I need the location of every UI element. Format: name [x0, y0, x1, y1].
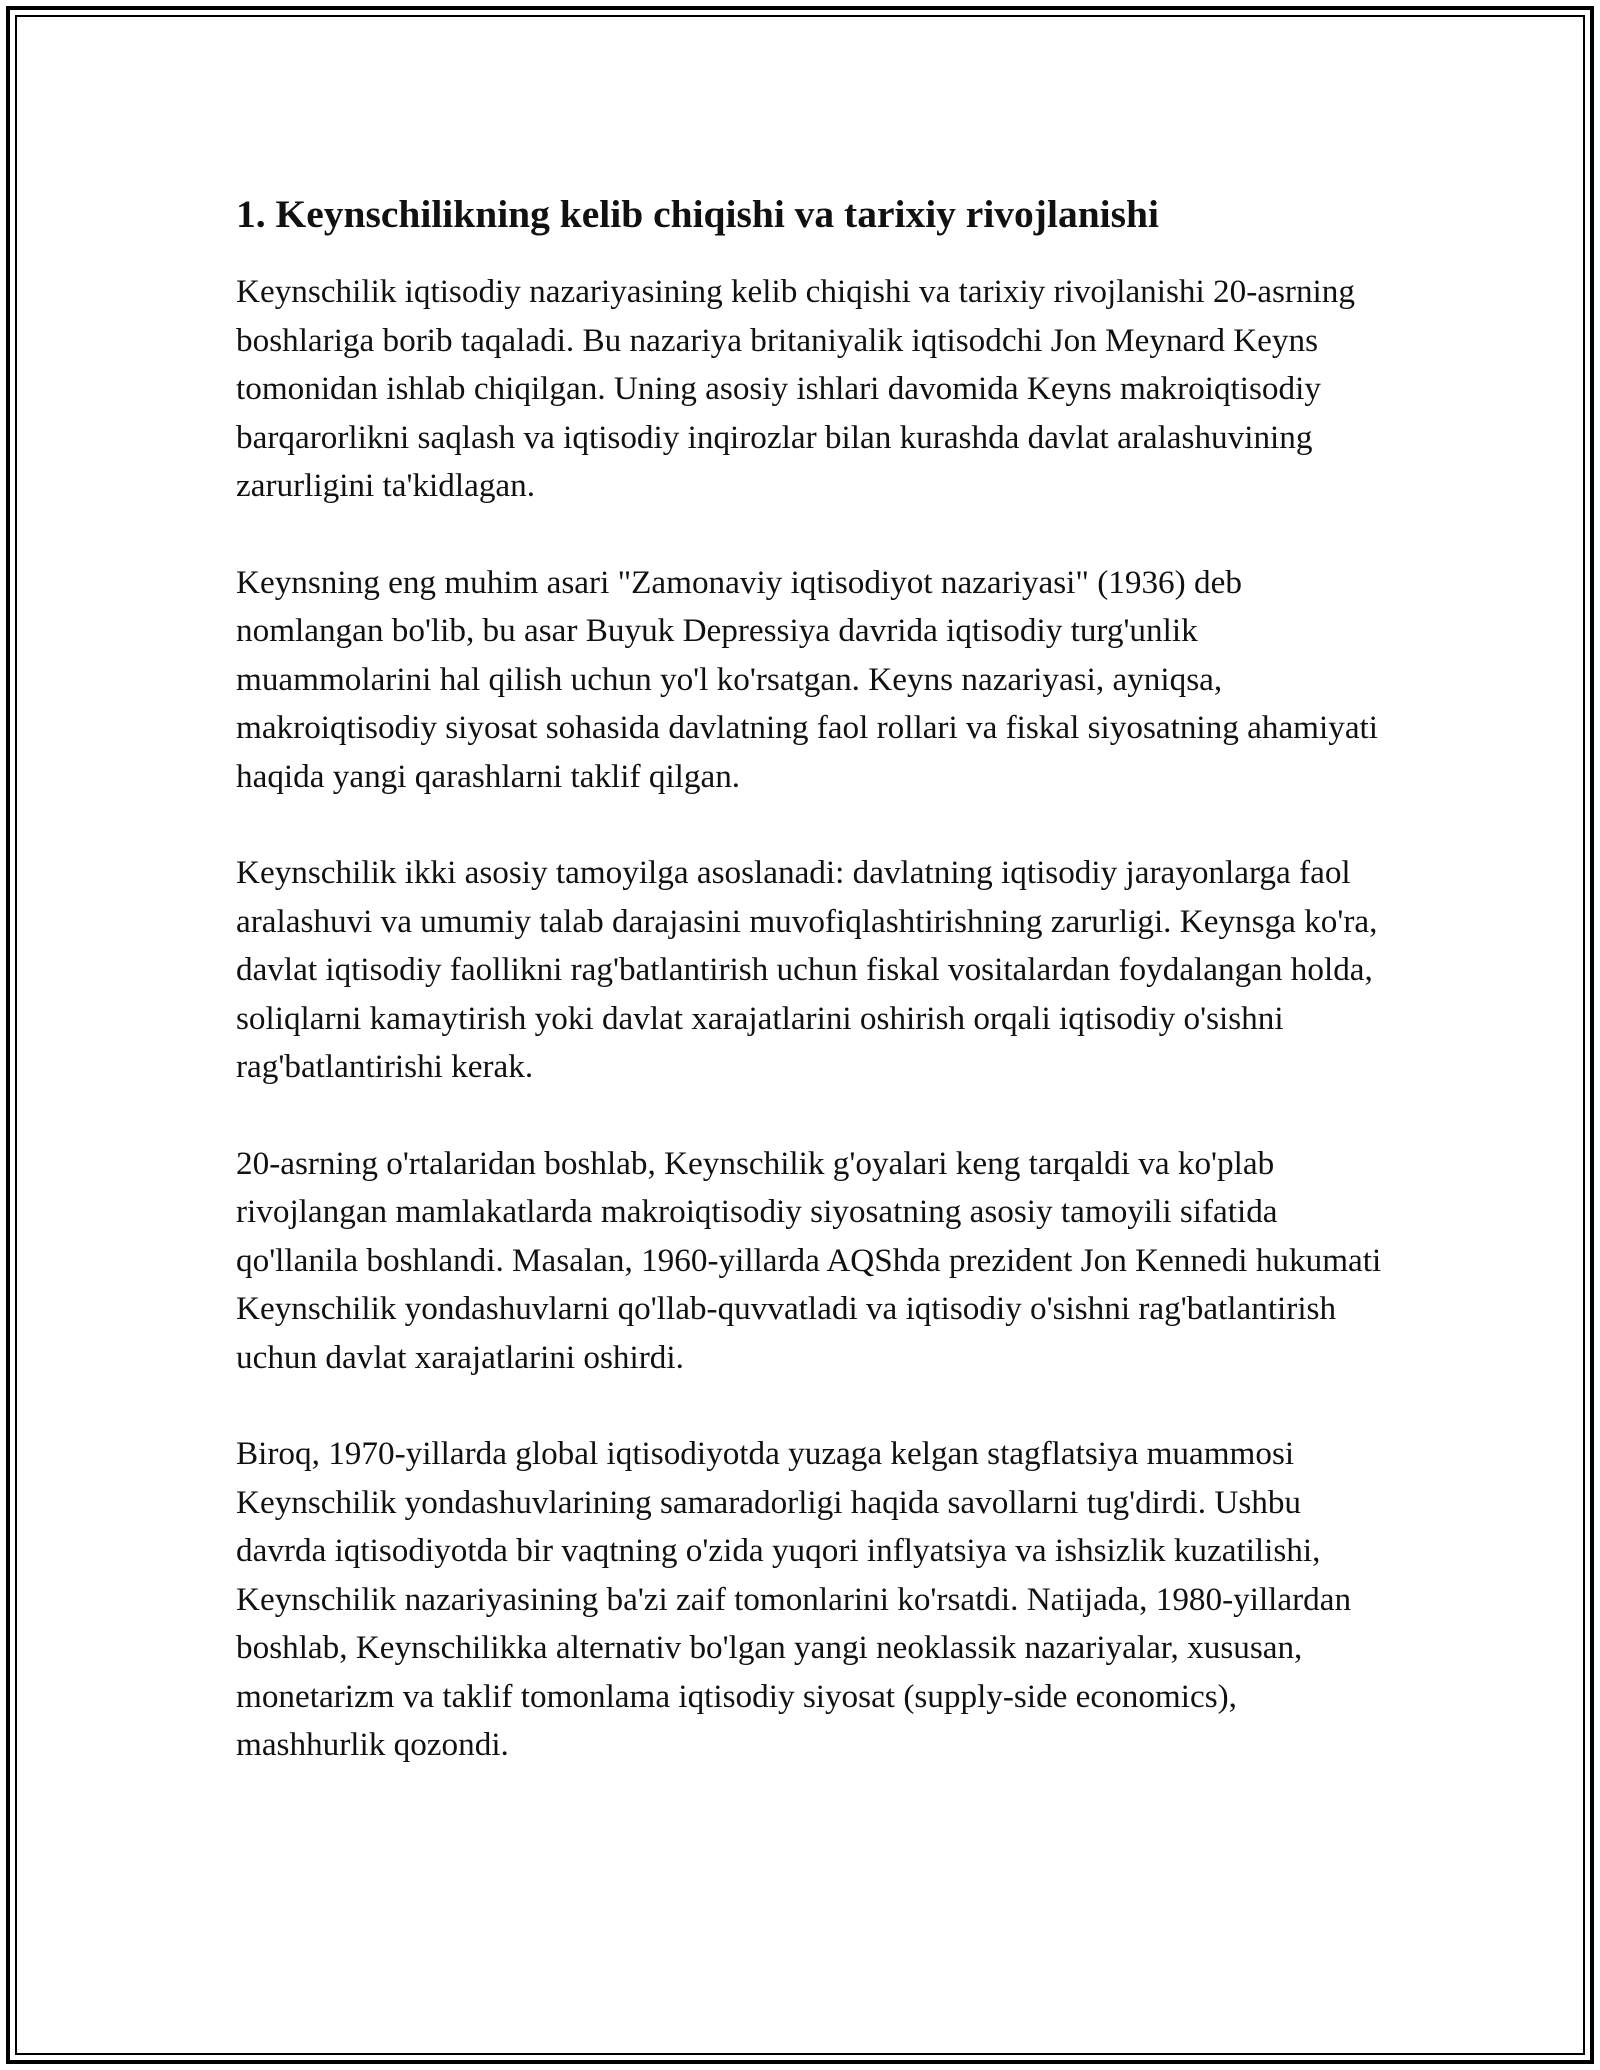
document-body: [236, 186, 1386, 1770]
section-heading: 1. Keynschilikning kelib chiqishi va tarixiy rivojlanishi: [236, 192, 1159, 236]
paragraph-spread: 20-asrning o'rtalaridan boshlab, Keynschilik g'oyalari keng tarqaldi va ko'plab rivojlangan mamlakatlarda makroiqtisodiy siyosatning asosiy tamoyili sifatida qo'llanila boshlandi. Masalan, 1960-yillarda AQShda prezident Jon Kennedi hukumati Keynschilik yondashuvlarni qo'llab-quvvatladi va iqtisodiy o'sishni rag'batlantirish uchun davlat xarajatlarini oshirdi.: [236, 1144, 1382, 1376]
paragraph-stagflation: Biroq, 1970-yillarda global iqtisodiyotda yuzaga kelgan stagflatsiya muammosi Keynschilik yondashuvlarining samaradorligi haqida savollarni tug'dirdi. Ushbu davrda iqtisodiyotda bir vaqtning o'zida yuqori inflyatsiya va ishsizlik kuzatilishi, Keynschilik nazariyasining ba'zi zaif tomonlarini ko'rsatdi. Natijada, 1980-yillardan boshlab, Keynschilikka alternativ bo'lgan yangi neoklassik nazariyalar, xususan, monetarizm va taklif tomonlama iqtisodiy siyosat (supply-side economics), mashhurlik qozondi.: [236, 1435, 1352, 1763]
paragraph-origins: Keynschilik iqtisodiy nazariyasining kelib chiqishi va tarixiy rivojlanishi 20-asrning boshlariga borib taqaladi. Bu nazariya britaniyalik iqtisodchi Jon Meynard Keyns tomonidan ishlab chiqilgan. Uning asosiy ishlari davomida Keyns makroiqtisodiy barqarorlikni saqlash va iqtisodiy inqirozlar bilan kurashda davlat aralashuvining zarurligini ta'kidlagan.: [236, 273, 1355, 504]
paragraph-main-work: Keynsning eng muhim asari "Zamonaviy iqtisodiyot nazariyasi" (1936) deb nomlangan bo'lib, bu asar Buyuk Depressiya davrida iqtisodiy turg'unlik muammolarini hal qilish uchun yo'l ko'rsatgan. Keyns nazariyasi, ayniqsa, makroiqtisodiy siyosat sohasida davlatning faol rollari va fiskal siyosatning ahamiyati haqida yangi qarashlarni taklif qilgan.: [236, 563, 1378, 795]
paragraph-principles: Keynschilik ikki asosiy tamoyilga asoslanadi: davlatning iqtisodiy jarayonlarga faol aralashuvi va umumiy talab darajasini muvofiqlashtirishning zarurligi. Keynsga ko'ra, davlat iqtisodiy faollikni rag'batlantirish uchun fiskal vositalardan foydalangan holda, soliqlarni kamaytirish yoki davlat xarajatlarini oshirish orqali iqtisodiy o'sishni rag'batlantirishi kerak.: [236, 854, 1378, 1085]
